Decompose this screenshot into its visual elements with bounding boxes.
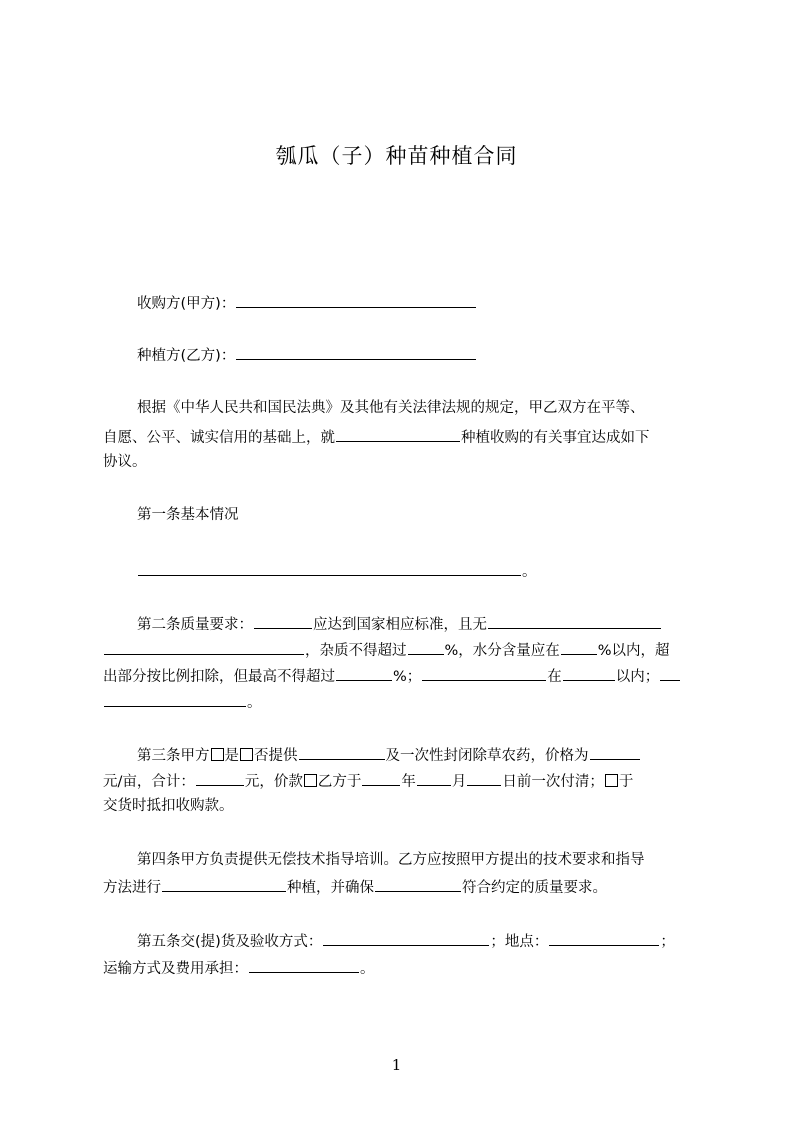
preamble-text-2a: 自愿、公平、诚实信用的基础上，就 xyxy=(103,430,335,446)
article-3-line-1 xyxy=(137,744,737,766)
article-2-end: 。 xyxy=(247,695,262,711)
article-4-line-2 xyxy=(103,876,703,898)
document-title: 瓠瓜（子）种苗种植合同 xyxy=(275,144,518,168)
article-5-text-b: ；地点： xyxy=(490,934,549,950)
checkbox-grower-pays[interactable] xyxy=(304,774,317,787)
price-blank[interactable] xyxy=(590,744,640,760)
article-2-line-2 xyxy=(103,639,703,661)
planting-crop-blank[interactable] xyxy=(162,876,286,892)
article-3-text-a: 第三条甲方 xyxy=(137,748,210,764)
article-3-text-e: 元/亩，合计： xyxy=(103,774,195,790)
year-blank[interactable] xyxy=(362,770,400,786)
defect-blank-2[interactable] xyxy=(104,639,304,655)
article-5-line-2 xyxy=(103,957,703,979)
preamble-line-1 xyxy=(137,398,737,418)
quality-item-blank[interactable] xyxy=(254,613,312,629)
other-terms-blank-1[interactable] xyxy=(660,665,680,681)
preamble-text-1: 根据《中华人民共和国民法典》及其他有关法律法规的规定，甲乙双方在平等、 xyxy=(137,400,645,416)
basic-info-blank[interactable] xyxy=(138,560,521,576)
article-2-text-b: 应达到国家相应标准，且无 xyxy=(313,617,487,633)
checkbox-deduct[interactable] xyxy=(605,774,618,787)
other-item-blank[interactable] xyxy=(422,665,546,681)
other-range-blank[interactable] xyxy=(563,665,615,681)
article-3-text-f: 元，价款 xyxy=(244,774,303,790)
article-2-text-f: 出部分按比例扣除，但最高不得超过 xyxy=(103,669,335,685)
buyer-name-blank[interactable] xyxy=(236,292,476,308)
quality-target-blank[interactable] xyxy=(375,876,461,892)
preamble-line-2 xyxy=(103,426,703,448)
article-4-text-d: 符合约定的质量要求。 xyxy=(462,880,607,896)
checkbox-yes[interactable] xyxy=(211,748,224,761)
transport-cost-blank[interactable] xyxy=(249,957,359,973)
article-5-text-d: 运输方式及费用承担： xyxy=(103,961,248,977)
article-3-text-k: 于 xyxy=(618,774,634,790)
article-2-line-4 xyxy=(103,691,703,713)
article-3-text-l: 交货时抵扣收购款。 xyxy=(103,798,234,814)
article-2-line-1 xyxy=(137,613,737,635)
article-5-text-c: ； xyxy=(660,934,675,950)
grower-label: 种植方(乙方)： xyxy=(137,348,236,364)
article-2-text-e: %以内，超 xyxy=(597,643,670,659)
impurity-percent-blank[interactable] xyxy=(408,639,444,655)
article-3-text-b: 是 xyxy=(224,748,239,764)
article-1-content xyxy=(137,560,737,582)
preamble-text-2b: 种植收购的有关事宜达成如下 xyxy=(461,430,650,446)
supply-item-blank[interactable] xyxy=(299,744,385,760)
other-terms-blank-2[interactable] xyxy=(104,691,246,707)
max-deduction-blank[interactable] xyxy=(336,665,392,681)
article-3-line-2 xyxy=(103,770,703,792)
grower-name-blank[interactable] xyxy=(236,344,476,360)
article-2-line-3 xyxy=(103,665,703,687)
article-3-text-g: 乙方于 xyxy=(317,774,362,790)
buyer-label: 收购方(甲方)： xyxy=(137,296,236,312)
delivery-method-blank[interactable] xyxy=(323,930,489,946)
defect-blank-1[interactable] xyxy=(488,613,661,629)
article-5-text-a: 第五条交(提)货及验收方式： xyxy=(137,934,323,950)
article-2-text-i: 以内； xyxy=(615,669,660,685)
month-blank[interactable] xyxy=(417,770,451,786)
day-blank[interactable] xyxy=(467,770,501,786)
article-4-text-c: 种植，并确保 xyxy=(287,880,374,896)
article-5-line-1 xyxy=(137,930,737,952)
article-3-text-j: 日前一次付清； xyxy=(502,774,604,790)
grower-line xyxy=(137,344,737,366)
article-5-end: 。 xyxy=(360,961,375,977)
article-2-text-g: %； xyxy=(393,669,422,685)
moisture-percent-blank[interactable] xyxy=(561,639,597,655)
article-2-text-d: %，水分含量应在 xyxy=(444,643,560,659)
article-3-line-3 xyxy=(103,796,703,816)
article-1-heading xyxy=(137,505,737,525)
article-3-text-c: 否提供 xyxy=(254,748,298,764)
preamble-text-3: 协议。 xyxy=(103,454,147,470)
crop-blank[interactable] xyxy=(336,426,460,442)
page-number: 1 xyxy=(391,1056,402,1074)
article-1-heading-text: 第一条基本情况 xyxy=(137,507,239,523)
article-2-text-a: 第二条质量要求： xyxy=(137,617,253,633)
article-4-line-1 xyxy=(137,850,737,870)
preamble-line-3 xyxy=(103,452,703,472)
total-blank[interactable] xyxy=(196,770,244,786)
article-3-text-d: 及一次性封闭除草农药，价格为 xyxy=(385,748,589,764)
article-1-end: 。 xyxy=(522,564,537,580)
article-4-text-a: 第四条甲方负责提供无偿技术指导培训。乙方应按照甲方提出的技术要求和指导 xyxy=(137,852,645,868)
article-3-text-h: 年 xyxy=(401,774,416,790)
article-3-text-i: 月 xyxy=(451,774,467,790)
location-blank[interactable] xyxy=(549,930,659,946)
checkbox-no[interactable] xyxy=(240,748,253,761)
buyer-line xyxy=(137,292,737,314)
article-2-text-h: 在 xyxy=(547,669,562,685)
article-2-text-c: ，杂质不得超过 xyxy=(305,643,407,659)
article-4-text-b: 方法进行 xyxy=(103,880,161,896)
